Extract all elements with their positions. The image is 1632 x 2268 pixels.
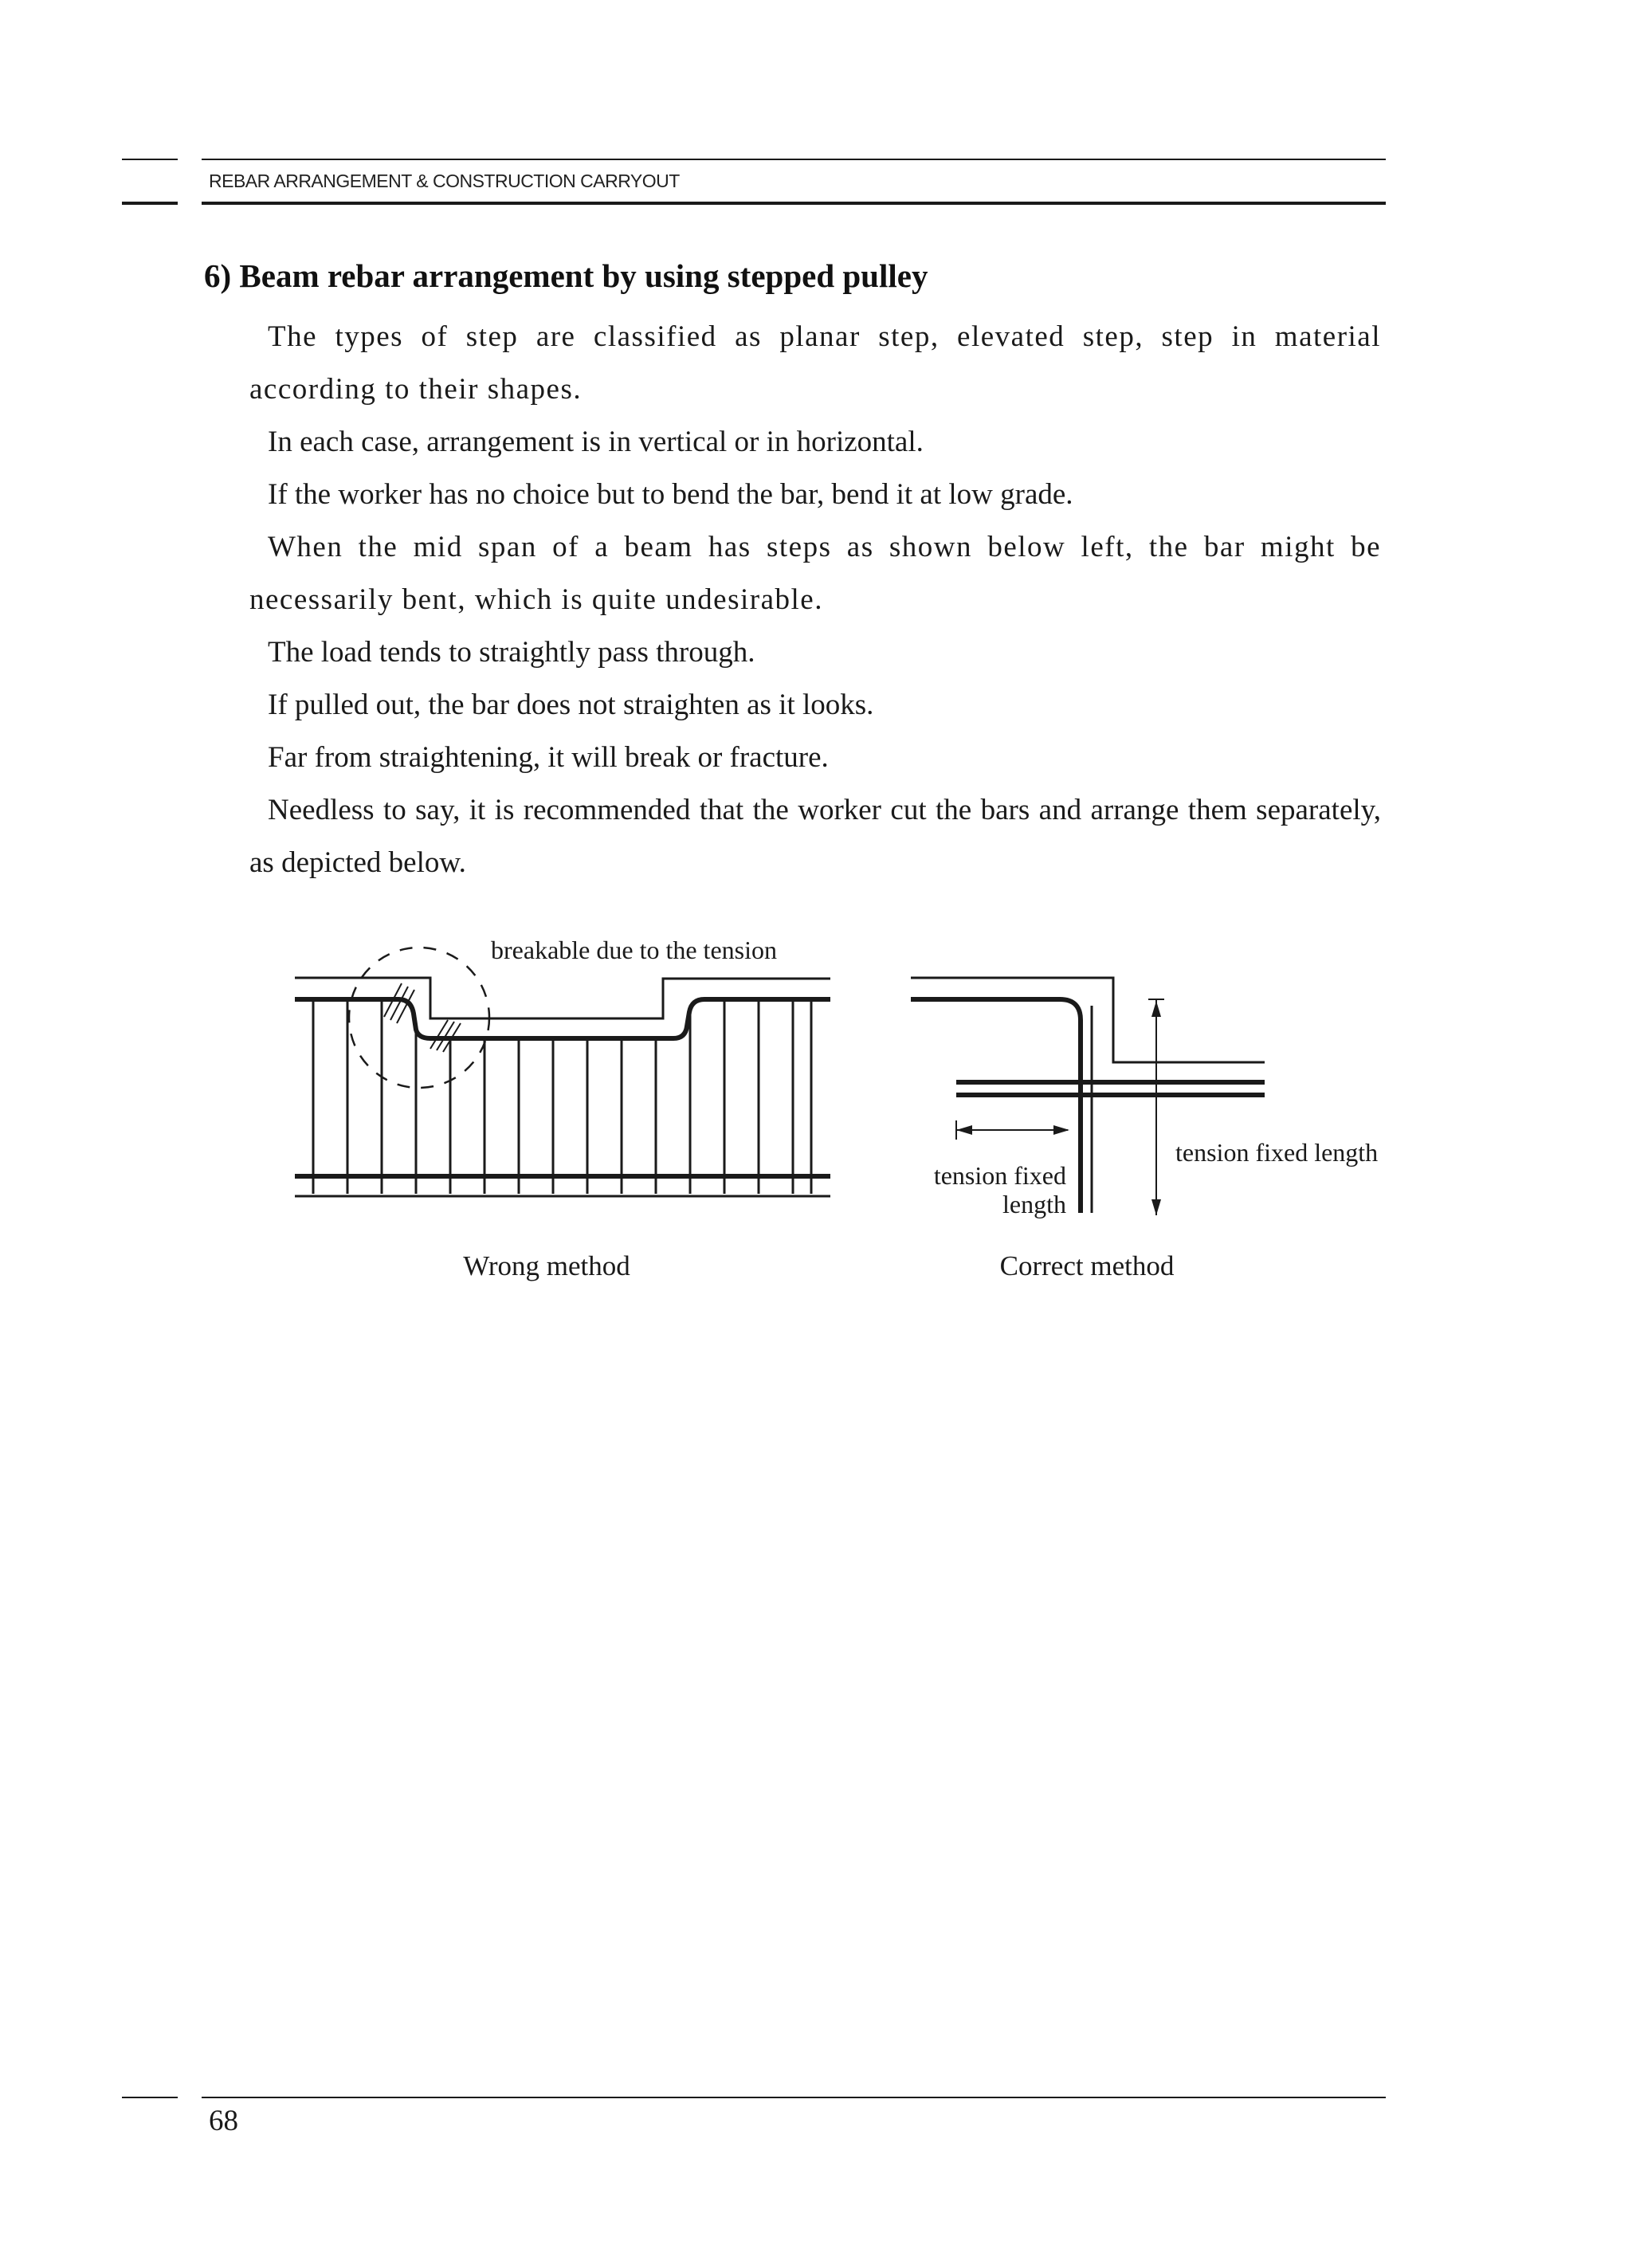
footer-rule-short <box>122 2097 178 2098</box>
paragraph-mid-span: When the mid span of a beam has steps as shown below left, the bar might be necessarily bent, which is quite undesirable. <box>249 531 1381 616</box>
footer-rule <box>202 2097 1386 2098</box>
dimension-vertical-arrowhead-top <box>1151 1001 1161 1017</box>
paragraph-fracture: Far from straightening, it will break or fracture. <box>268 741 829 774</box>
dimension-vertical-arrowhead-bottom <box>1151 1199 1161 1215</box>
paragraph-arrangement: In each case, arrangement is in vertical or in horizontal. <box>268 426 924 458</box>
section-title: 6) Beam rebar arrangement by using stepped pulley <box>204 257 928 294</box>
paragraph-load: The load tends to straightly pass through. <box>268 636 755 669</box>
tension-fixed-label-left-line2: length <box>1002 1190 1066 1218</box>
tension-fixed-label-left-line1: tension fixed <box>933 1161 1066 1190</box>
column-outline <box>911 978 1265 1062</box>
breakable-annotation: breakable due to the tension <box>491 936 777 964</box>
paragraph-pulled-out: If pulled out, the bar does not straighten as it looks. <box>268 689 874 721</box>
wrong-method-diagram <box>295 948 830 1196</box>
dimension-horizontal-arrowhead-right <box>1053 1125 1069 1135</box>
tension-fixed-label-right: tension fixed length <box>1175 1138 1379 1167</box>
paragraph-step-types: The types of step are classified as planar step, elevated step, step in material according to their shapes. <box>249 320 1381 406</box>
correct-method-caption: Correct method <box>999 1250 1175 1281</box>
wrong-method-caption: Wrong method <box>463 1250 630 1281</box>
dimension-horizontal-arrowhead-left <box>956 1125 972 1135</box>
paragraph-bend: If the worker has no choice but to bend the bar, bend it at low grade. <box>268 478 1073 511</box>
stirrups <box>313 999 811 1194</box>
paragraph-recommendation: Needless to say, it is recommended that the worker cut the bars and arrange them separately, as depicted below. <box>249 794 1381 879</box>
page-number: 68 <box>209 2105 238 2137</box>
running-head: REBAR ARRANGEMENT & CONSTRUCTION CARRYOUT <box>209 171 680 191</box>
